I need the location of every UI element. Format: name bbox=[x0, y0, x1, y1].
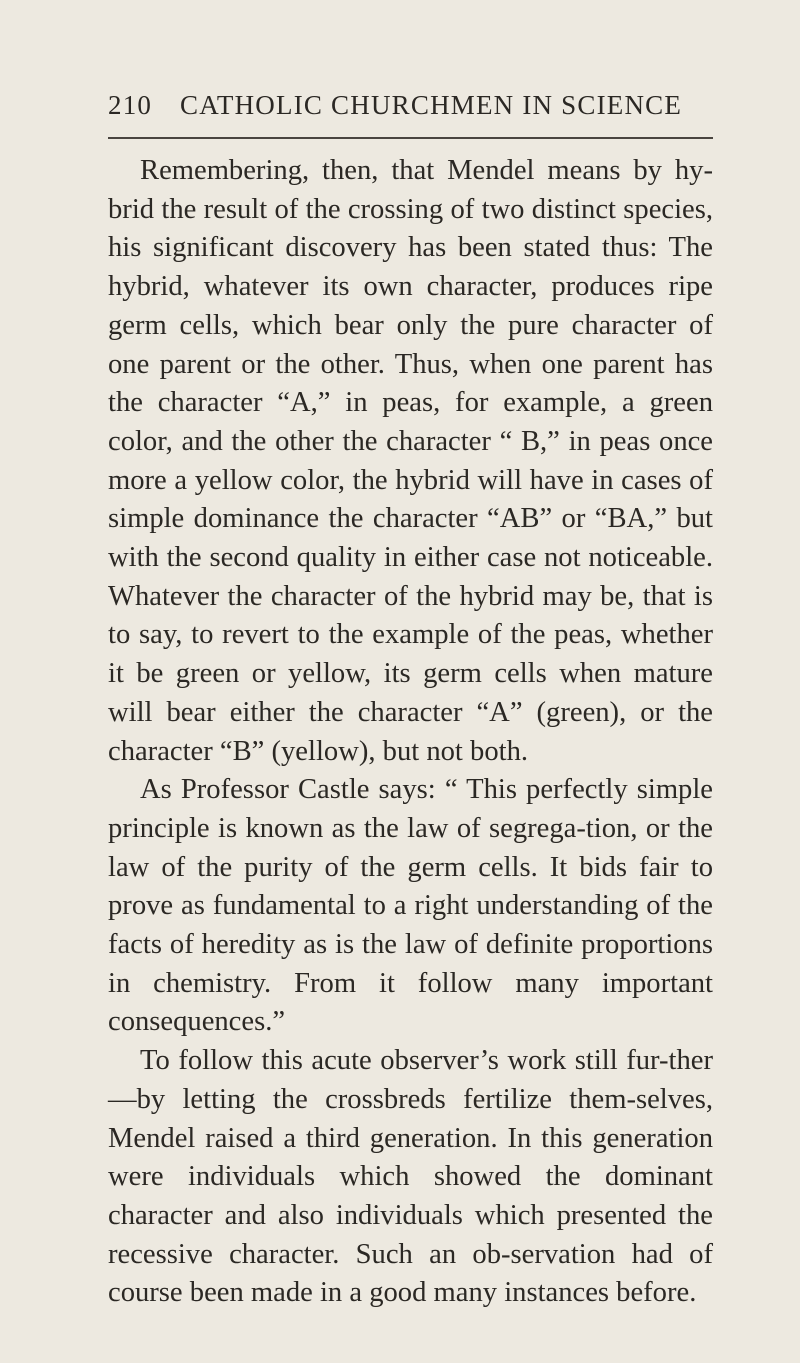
paragraph-2: As Professor Castle says: “ This perfectly simple principle is known as the law of segrega-tion, or the law of the purity of the germ cells. It bids fair to prove as fundamental to a right understanding of the facts of heredity as is the law of definite proportions in chemistry. From it follow many important consequences.” bbox=[108, 774, 713, 1038]
page-number: 210 bbox=[108, 90, 153, 120]
header-rule bbox=[108, 137, 713, 139]
body-text bbox=[108, 152, 713, 1313]
paragraph-1: Remembering, then, that Mendel means by hy-brid the result of the crossing of two distinct species, his significant discovery has been stated thus: The hybrid, whatever its own character, produces ripe germ cells, which bear only the pure character of one parent or the other. Thus, when one parent has the character “A,” in peas, for example, a green color, and the other the character “ B,” in peas once more a yellow color, the hybrid will have in cases of simple dominance the character “AB” or “BA,” but with the second quality in either case not noticeable. Whatever the character of the hybrid may be, that is to say, to revert to the example of the peas, whether it be green or yellow, its germ cells when mature will bear either the character “A” (green), or the character “B” (yellow), but not both. bbox=[108, 155, 713, 767]
running-title: CATHOLIC CHURCHMEN IN SCIENCE bbox=[180, 90, 683, 120]
paragraph-3: To follow this acute observer’s work still fur-ther—by letting the crossbreds fertilize them-selves, Mendel raised a third generation. In this generation were individuals which showed the dominant character and also individuals which presented the recessive character. Such an ob-servation had of course been made in a good many instances before. bbox=[108, 1045, 713, 1309]
page-header bbox=[108, 90, 713, 130]
